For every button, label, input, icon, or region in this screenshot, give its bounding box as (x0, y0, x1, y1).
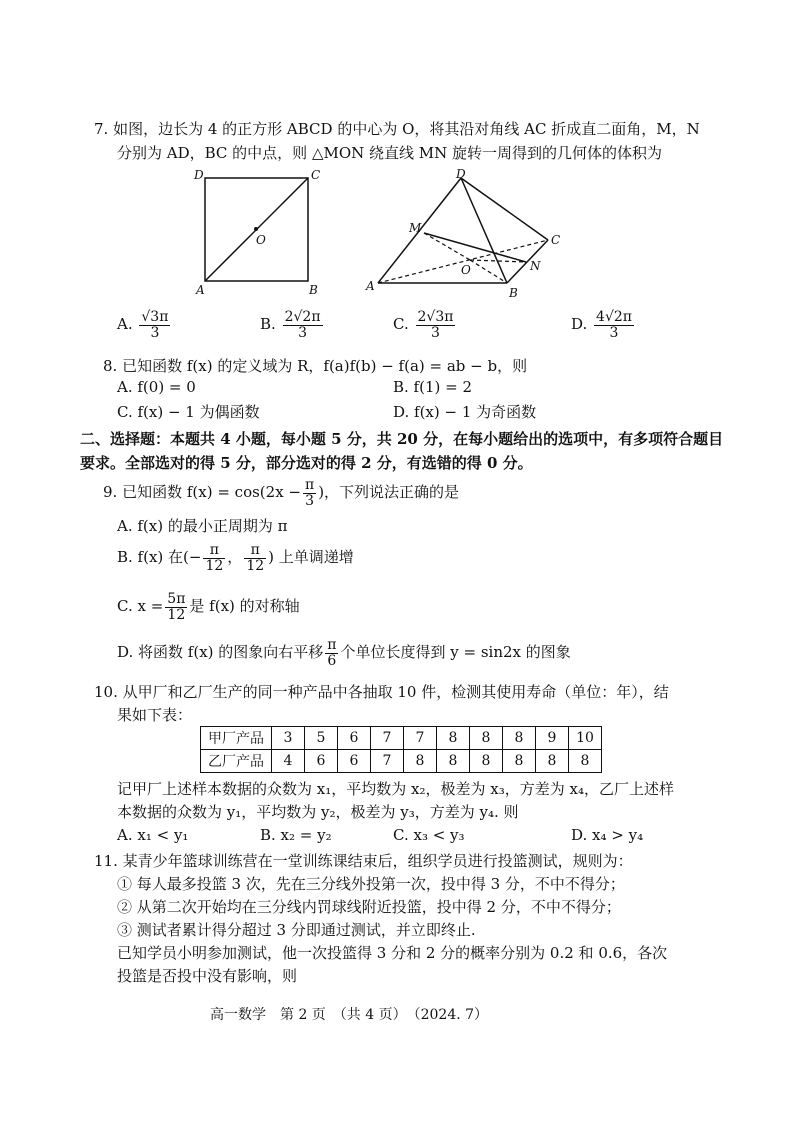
table-row (201, 750, 602, 773)
segment-mn (424, 233, 526, 262)
figure-square (188, 166, 328, 300)
q9-b-post: ) 上单调递增 (268, 548, 354, 567)
frac-num: √3π (141, 309, 169, 325)
q10-line2: 果如下表： (117, 706, 193, 724)
q10-line1: 10. 从甲厂和乙厂生产的同一种产品中各抽取 10 件，检测其使用寿命（单位：年），结 (94, 683, 669, 701)
q11-rule-3: ③ 测试者累计得分超过 3 分即通过测试，并立即终止. (117, 921, 476, 939)
q8-option-a[interactable]: A. f(0) = 0 (117, 378, 196, 396)
q8-option-b[interactable]: B. f(1) = 2 (393, 378, 473, 396)
q7-option-b[interactable] (260, 310, 325, 340)
q7-option-a[interactable] (117, 310, 172, 340)
q7-option-d[interactable] (571, 310, 636, 340)
frac-den: 3 (298, 324, 307, 341)
frac-num: π (305, 477, 315, 493)
label-a: A (196, 283, 205, 297)
frac-num: π (327, 637, 337, 653)
q10-option-d[interactable]: D. x₄ > y₄ (571, 826, 644, 844)
frac-den: 12 (205, 557, 224, 574)
frac-den: 3 (150, 324, 160, 341)
section-2-header-line2: 要求。全部选对的得 5 分，部分选对的得 2 分，有选错的得 0 分。 (80, 454, 533, 472)
q9-d-pre: D. 将函数 f(x) 的图象向右平移 (117, 643, 324, 662)
row-header: 甲厂产品 (201, 727, 272, 750)
table-cell: 7 (404, 727, 437, 750)
q9-option-b[interactable] (117, 543, 354, 573)
q9-stem-pre: 9. 已知函数 f(x) = cos(2x − (103, 483, 301, 502)
frac-num: 4√2π (596, 309, 632, 325)
q11-rule-2: ② 从第二次开始均在三分线内罚球线附近投篮，投中得 2 分，不中不得分； (117, 898, 621, 916)
q9-b-pre: B. f(x) 在(− (117, 548, 202, 567)
q11-line6: 投篮是否投中没有影响，则 (117, 967, 298, 985)
table-cell: 6 (338, 750, 371, 773)
label-c2: C (551, 233, 561, 247)
q11-line1: 11. 某青少年篮球训练营在一堂训练课结束后，组织学员进行投篮测试，规则为： (94, 852, 633, 870)
table-cell: 8 (470, 727, 503, 750)
q11-line5: 已知学员小明参加测试，他一次投篮得 3 分和 2 分的概率分别为 0.2 和 0.6，各次 (117, 944, 668, 962)
q10-line4: 本数据的众数为 y₁，平均数为 y₂，极差为 y₃，方差为 y₄. 则 (117, 803, 519, 821)
q9-option-c[interactable] (117, 592, 300, 622)
label-o: O (256, 233, 266, 247)
frac-den: 3 (305, 492, 315, 509)
lifetime-table (200, 726, 602, 773)
label-d: D (194, 168, 204, 182)
page-footer: 高一数学 第 2 页 （共 4 页） （2024. 7） (210, 1007, 489, 1023)
q8-stem: 8. 已知函数 f(x) 的定义域为 R，f(a)f(b) − f(a) = ab − b，则 (103, 357, 528, 375)
table-cell: 8 (437, 750, 470, 773)
option-label: C. (393, 315, 409, 334)
q10-option-a[interactable]: A. x₁ < y₁ (117, 826, 189, 844)
q8-option-d[interactable]: D. f(x) − 1 为奇函数 (393, 403, 537, 421)
q8-option-c[interactable]: C. f(x) − 1 为偶函数 (117, 403, 260, 421)
q7-option-c[interactable] (393, 310, 457, 340)
table-cell: 3 (272, 727, 305, 750)
label-m: M (409, 221, 422, 235)
label-c: C (311, 168, 321, 182)
q9-d-post: 个单位长度得到 y = sin2x 的图象 (340, 643, 571, 662)
table-cell: 9 (536, 727, 569, 750)
q9-c-post: 是 f(x) 的对称轴 (189, 597, 300, 616)
table-cell: 8 (470, 750, 503, 773)
figure-folded (362, 166, 572, 300)
frac-den: 3 (431, 324, 440, 341)
frac-num: π (244, 543, 266, 559)
q11-rule-1: ① 每人最多投篮 3 次，先在三分线外投第一次，投中得 3 分，不中不得分； (117, 875, 625, 893)
table-cell: 8 (569, 750, 602, 773)
table-cell: 4 (272, 750, 305, 773)
q9-stem-post: )，下列说法正确的是 (318, 483, 460, 502)
q7-line1: 7. 如图，边长为 4 的正方形 ABCD 的中心为 O，将其沿对角线 AC 折成直二面角，M，N (94, 120, 700, 138)
table-cell: 6 (338, 727, 371, 750)
q10-option-b[interactable]: B. x₂ = y₂ (260, 826, 332, 844)
table-cell: 8 (437, 727, 470, 750)
frac-den: 3 (609, 324, 619, 341)
q9-stem (103, 478, 459, 508)
frac-num: 2√2π (284, 309, 321, 325)
table-cell: 7 (371, 750, 404, 773)
q7-line2: 分别为 AD，BC 的中点，则 △MON 绕直线 MN 旋转一周得到的几何体的体积为 (117, 144, 663, 162)
frac-num: π (203, 543, 225, 559)
q9-option-a[interactable]: A. f(x) 的最小正周期为 π (117, 517, 288, 535)
frac-num: 2√3π (417, 309, 454, 325)
label-b2: B (509, 286, 518, 300)
label-b: B (309, 283, 318, 297)
q9-b-comma: ， (227, 548, 243, 567)
option-label: A. (117, 315, 133, 334)
segment-mo (424, 233, 470, 260)
section-2-header-line1: 二、选择题：本题共 4 小题，每小题 5 分，共 20 分，在每小题给出的选项中，有多项符合题目 (80, 430, 724, 448)
q9-option-d[interactable] (117, 638, 571, 668)
table-cell: 7 (371, 727, 404, 750)
q10-line3: 记甲厂上述样本数据的众数为 x₁，平均数为 x₂，极差为 x₃，方差为 x₄，乙厂上述样 (117, 780, 674, 798)
q10-option-c[interactable]: C. x₃ < y₃ (393, 826, 465, 844)
table-cell: 5 (305, 727, 338, 750)
option-label: B. (260, 315, 276, 334)
table-cell: 6 (305, 750, 338, 773)
frac-den: 12 (246, 557, 265, 574)
q9-c-pre: C. x = (117, 597, 164, 616)
table-row (201, 727, 602, 750)
table-cell: 8 (503, 750, 536, 773)
option-label: D. (571, 315, 588, 334)
table-cell: 8 (536, 750, 569, 773)
table-cell: 10 (569, 727, 602, 750)
label-o2: O (461, 263, 471, 277)
table-cell: 8 (404, 750, 437, 773)
row-header: 乙厂产品 (201, 750, 272, 773)
label-a2: A (366, 279, 375, 293)
label-n: N (530, 259, 541, 273)
frac-den: 12 (167, 606, 186, 623)
label-d2: D (456, 167, 466, 181)
center-point-o (254, 227, 258, 231)
table-cell: 8 (503, 727, 536, 750)
frac-den: 6 (327, 652, 337, 669)
frac-num: 5π (167, 591, 186, 607)
